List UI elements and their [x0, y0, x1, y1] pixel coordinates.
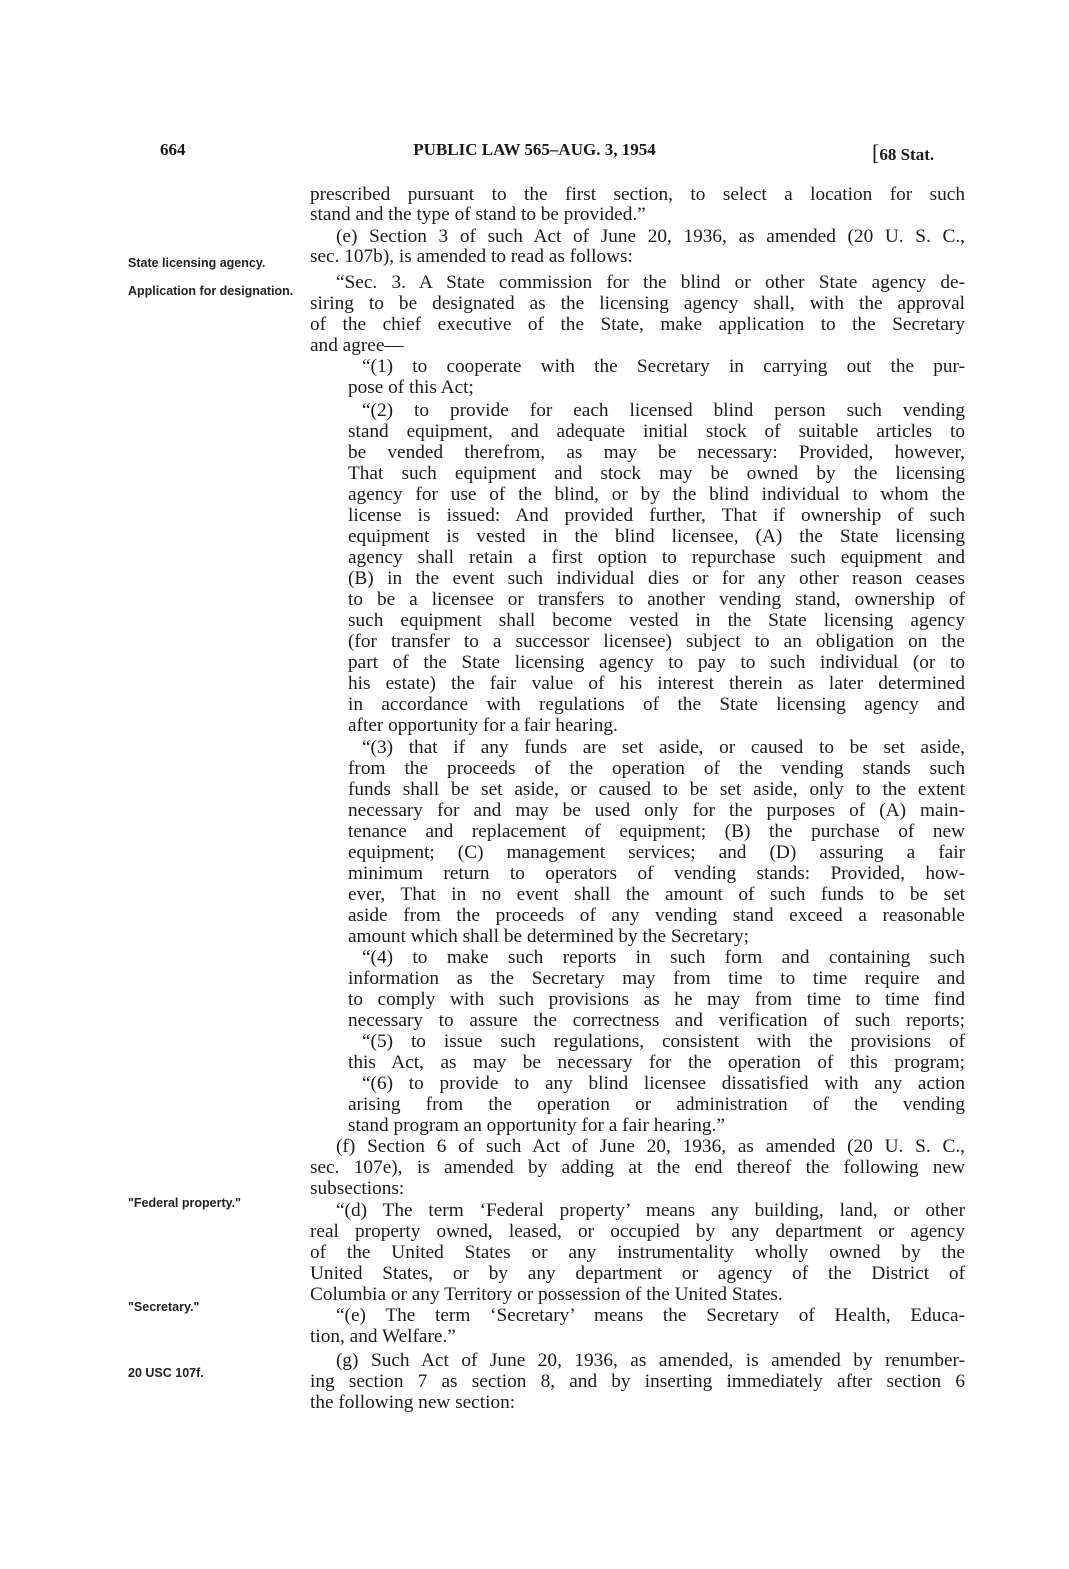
body-line: pose of this Act; [348, 377, 474, 398]
body-line: ing section 7 as section 8, and by inserting immediately after section 6 [310, 1372, 965, 1392]
body-line: be vended therefrom, as may be necessary: Provided, however, [348, 443, 965, 463]
body-line: tion, and Welfare.” [310, 1326, 456, 1347]
body-line: “(1) to cooperate with the Secretary in carrying out the pur- [362, 357, 965, 377]
body-line: after opportunity for a fair hearing. [348, 715, 618, 736]
body-line: to comply with such provisions as he may from time to time find [348, 990, 965, 1010]
body-line: Columbia or any Territory or possession of the United States. [310, 1284, 783, 1305]
body-line: this Act, as may be necessary for the operation of this program; [348, 1053, 965, 1073]
body-line: stand and the type of stand to be provided.” [310, 204, 646, 225]
margin-note-state-licensing-agency: State licensing agency. [128, 256, 266, 270]
body-line: real property owned, leased, or occupied by any department or agency [310, 1222, 965, 1242]
body-line: United States, or by any department or agency of the District of [310, 1264, 965, 1284]
body-line: the following new section: [310, 1392, 516, 1413]
body-line: agency for use of the blind, or by the blind individual to whom the [348, 485, 965, 505]
body-line: (for transfer to a successor licensee) subject to an obligation on the [348, 632, 965, 652]
body-line: “(3) that if any funds are set aside, or caused to be set aside, [362, 738, 965, 758]
body-line: “(e) The term ‘Secretary’ means the Secretary of Health, Educa- [336, 1306, 965, 1326]
body-line: “Sec. 3. A State commission for the blind or other State agency de- [336, 273, 965, 293]
margin-note-application-for-designation: Application for designation. [128, 284, 294, 298]
body-line: tenance and replacement of equipment; (B) the purchase of new [348, 822, 965, 842]
statute-citation: [68 Stat. [872, 140, 935, 165]
body-line: That such equipment and stock may be owned by the licensing [348, 464, 965, 484]
body-line: to be a licensee or transfers to another vending stand, ownership of [348, 590, 965, 610]
body-line: from the proceeds of the operation of the vending stands such [348, 759, 965, 779]
body-line: (B) in the event such individual dies or for any other reason ceases [348, 569, 965, 589]
page-number: 664 [160, 140, 186, 159]
body-line: “(4) to make such reports in such form and containing such [362, 948, 965, 968]
body-line: funds shall be set aside, or caused to be set aside, only to the extent [348, 780, 965, 800]
body-line: stand program an opportunity for a fair hearing.” [348, 1115, 725, 1136]
body-line: in accordance with regulations of the State licensing agency and [348, 695, 965, 715]
body-line: “(6) to provide to any blind licensee dissatisfied with any action [362, 1074, 965, 1094]
margin-note-usc-citation: 20 USC 107f. [128, 1366, 204, 1380]
body-line: such equipment shall become vested in the State licensing agency [348, 611, 965, 631]
body-line: sec. 107b), is amended to read as follows: [310, 246, 633, 267]
body-line: and agree— [310, 335, 404, 356]
body-line: of the United States or any instrumentality wholly owned by the [310, 1243, 965, 1263]
margin-note-federal-property: "Federal property." [128, 1196, 242, 1210]
body-line: equipment is vested in the blind licensee, (A) the State licensing [348, 527, 965, 547]
body-line: (e) Section 3 of such Act of June 20, 1936, as amended (20 U. S. C., [336, 227, 965, 247]
body-line: (f) Section 6 of such Act of June 20, 1936, as amended (20 U. S. C., [336, 1137, 965, 1157]
body-line: agency shall retain a first option to repurchase such equipment and [348, 548, 965, 568]
body-line: equipment; (C) management services; and (D) assuring a fair [348, 843, 965, 863]
body-line: necessary for and may be used only for the purposes of (A) main- [348, 801, 965, 821]
body-line: arising from the operation or administration of the vending [348, 1095, 965, 1115]
body-line: “(5) to issue such regulations, consistent with the provisions of [362, 1032, 965, 1052]
running-head-title: PUBLIC LAW 565–AUG. 3, 1954 [413, 140, 656, 159]
body-line: siring to be designated as the licensing agency shall, with the approval [310, 294, 965, 314]
body-line: (g) Such Act of June 20, 1936, as amended, is amended by renumber- [336, 1351, 965, 1371]
body-line: ever, That in no event shall the amount of such funds to be set [348, 885, 965, 905]
body-line: information as the Secretary may from time to time require and [348, 969, 965, 989]
margin-note-secretary: "Secretary." [128, 1300, 200, 1314]
body-line: of the chief executive of the State, make application to the Secretary [310, 315, 965, 335]
body-line: prescribed pursuant to the first section, to select a location for such [310, 185, 965, 205]
body-line: necessary to assure the correctness and verification of such reports; [348, 1011, 965, 1031]
body-line: license is issued: And provided further, That if ownership of such [348, 506, 965, 526]
body-line: “(d) The term ‘Federal property’ means any building, land, or other [336, 1201, 965, 1221]
body-line: “(2) to provide for each licensed blind person such vending [362, 401, 965, 421]
body-line: amount which shall be determined by the Secretary; [348, 926, 750, 947]
body-line: part of the State licensing agency to pay to such individual (or to [348, 653, 965, 673]
body-line: minimum return to operators of vending stands: Provided, how- [348, 864, 965, 884]
body-line: subsections: [310, 1178, 405, 1199]
body-line: sec. 107e), is amended by adding at the end thereof the following new [310, 1158, 965, 1178]
body-line: stand equipment, and adequate initial stock of suitable articles to [348, 422, 965, 442]
body-line: aside from the proceeds of any vending stand exceed a reasonable [348, 906, 965, 926]
body-line: his estate) the fair value of his interest therein as later determined [348, 674, 965, 694]
